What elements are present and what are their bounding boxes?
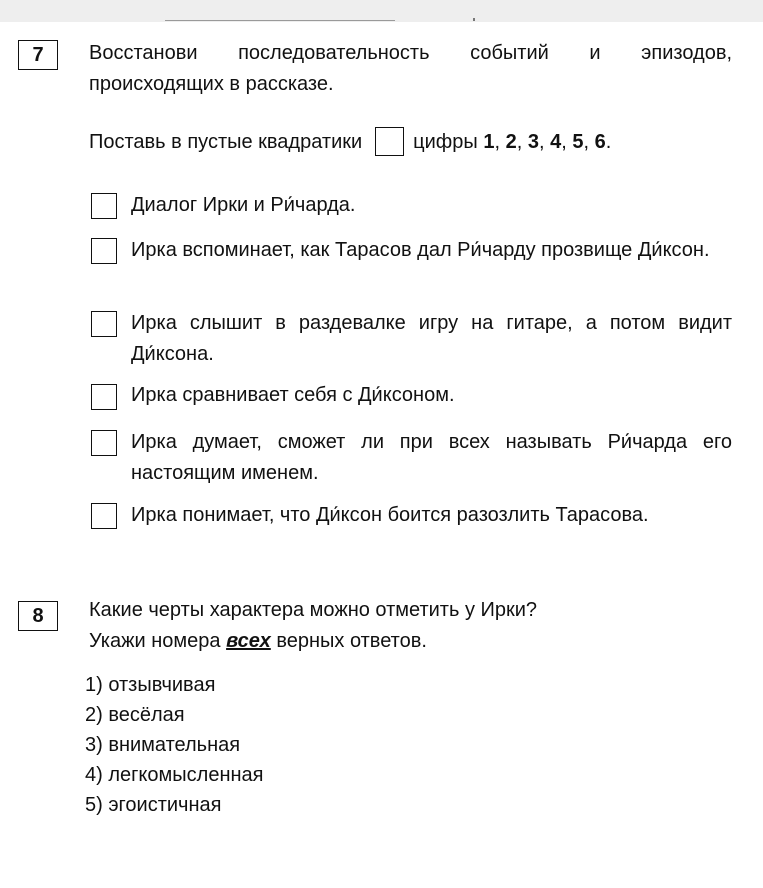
answer-option-4: 4) легкомысленная: [85, 764, 264, 786]
digit-6: 6: [594, 131, 606, 153]
sample-answer-box: [375, 127, 404, 156]
top-strip: [0, 0, 763, 22]
answer-box-6[interactable]: [91, 503, 117, 529]
question-8-instruction: [89, 626, 427, 657]
answer-option-5: 5) эгоистичная: [85, 794, 222, 816]
digit-4: 4: [550, 131, 562, 153]
answer-option-1: 1) отзывчивая: [85, 674, 216, 696]
answer-box-2[interactable]: [91, 238, 117, 264]
answer-box-3[interactable]: [91, 311, 117, 337]
event-item-2: Ирка вспоминает, как Тарасов дал Ри́чарду прозвище Ди́ксон.: [131, 239, 710, 261]
top-mark: [473, 18, 475, 21]
event-item-4: Ирка сравнивает себя с Ди́ксоном.: [131, 384, 455, 406]
instruction-before: Укажи номера: [89, 630, 221, 652]
event-item-5: Ирка думает, сможет ли при всех называть Ри́чарда его настоящим именем.: [131, 431, 732, 484]
question-8-number: 8: [18, 601, 58, 631]
instruction-text-before: Поставь в пустые квадратики: [89, 131, 363, 153]
top-divider: [165, 20, 395, 21]
digit-3: 3: [527, 131, 539, 153]
answer-box-1[interactable]: [91, 193, 117, 219]
question-7-number: 7: [18, 40, 58, 70]
instruction-text-after: цифры: [413, 131, 478, 153]
question-7-prompt: Восстанови последовательность событий и эпизодов, происходящих в рассказе.: [89, 42, 732, 95]
event-item-6: Ирка понимает, что Ди́ксон боится разозлить Тарасова.: [131, 504, 649, 526]
instruction-after: верных ответов.: [276, 630, 427, 652]
answer-box-5[interactable]: [91, 430, 117, 456]
digit-2: 2: [505, 131, 517, 153]
event-item-3: Ирка слышит в раздевалке игру на гитаре, а потом видит Ди́ксона.: [131, 312, 732, 365]
question-7-instruction: Поставь в пустые квадратики цифры 1, 2, 3, 4, 5, 6.: [89, 127, 611, 158]
answer-option-3: 3) внимательная: [85, 734, 241, 756]
digit-5: 5: [572, 131, 584, 153]
answer-option-2: 2) весёлая: [85, 704, 185, 726]
event-item-1: Диалог Ирки и Ри́чарда.: [131, 194, 356, 216]
digit-1: 1: [483, 131, 495, 153]
instruction-emphasis: всех: [226, 630, 271, 652]
answer-box-4[interactable]: [91, 384, 117, 410]
question-8-prompt: Какие черты характера можно отметить у Ирки?: [89, 599, 538, 621]
